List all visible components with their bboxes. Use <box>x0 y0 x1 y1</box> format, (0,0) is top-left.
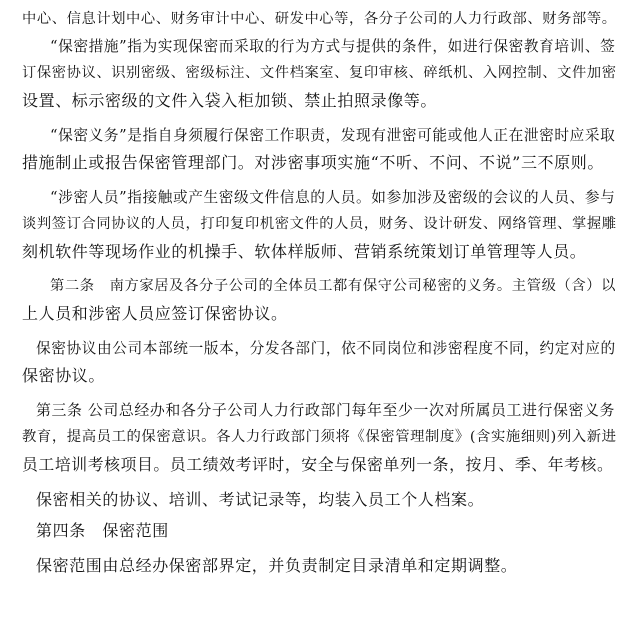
text-line: 教育，提高员工的保密意识。各人力行政部门须将《保密管理制度》(含实施细则)列入新进 <box>22 429 617 445</box>
text-line: “保密义务”是指自身须履行保密工作职责，发现有泄密可能或他人正在泄密时应采取 <box>50 127 616 144</box>
paragraph-article-3-records <box>22 486 614 513</box>
paragraph-article-4-heading <box>22 517 614 544</box>
paragraph-article-2-agreement <box>22 335 614 389</box>
text-line: 谈判签订合同协议的人员，打印复印机密文件的人员，财务、设计研发、网络管理、掌握雕 <box>22 216 617 232</box>
paragraph-department-list-continued <box>22 6 617 33</box>
text-line: 第三条 公司总经办和各分子公司人力行政部门每年至少一次对所属员工进行保密义务 <box>36 401 616 419</box>
paragraph-definition-classified-personnel <box>22 184 617 265</box>
text-line: 第二条 南方家居及各分子公司的全体员工都有保守公司秘密的义务。主管级（含）以 <box>50 278 617 294</box>
text-line: 设置、标示密级的文件入袋入柜加锁、禁止拍照录像等。 <box>22 91 438 110</box>
text-line: 订保密协议、识别密级、密级标注、文件档案室、复印审核、碎纸机、入网控制、文件加密 <box>22 65 617 81</box>
text-line: 保密协议。 <box>22 366 106 385</box>
paragraph-article-2 <box>22 273 617 327</box>
text-line: 保密范围由总经办保密部界定，并负责制定目录清单和定期调整。 <box>36 556 518 575</box>
text-line: 上人员和涉密人员应签订保密协议。 <box>22 304 288 323</box>
text-line: 刻机软件等现场作业的机操手、软体样版师、营销系统策划订单管理等人员。 <box>22 242 587 261</box>
paragraph-article-3 <box>22 397 617 478</box>
paragraph-definition-confidentiality-duty <box>22 122 614 176</box>
text-line: “涉密人员”指接触或产生密级文件信息的人员。如参加涉及密级的会议的人员、参与 <box>50 189 616 206</box>
text-line: 保密协议由公司本部统一版本，分发各部门，依不同岗位和涉密程度不同，约定对应的 <box>36 340 616 357</box>
text-line: 中心、信息计划中心、财务审计中心、研发中心等，各分子公司的人力行政部、财务部等。 <box>22 11 617 27</box>
paragraph-definition-security-measures <box>22 33 617 114</box>
text-line: “保密措施”指为实现保密而采取的行为方式与提供的条件，如进行保密教育培训、签 <box>50 38 616 55</box>
text-line: 保密相关的协议、培训、考试记录等，均装入员工个人档案。 <box>36 490 485 509</box>
text-line: 员工培训考核项目。员工绩效考评时，安全与保密单列一条，按月、季、年考核。 <box>22 455 614 474</box>
text-line: 措施制止或报告保密管理部门。对涉密事项实施“不听、不问、不说”三不原则。 <box>22 153 604 172</box>
text-line: 第四条 保密范围 <box>36 521 169 540</box>
paragraph-article-4-scope <box>22 552 614 579</box>
